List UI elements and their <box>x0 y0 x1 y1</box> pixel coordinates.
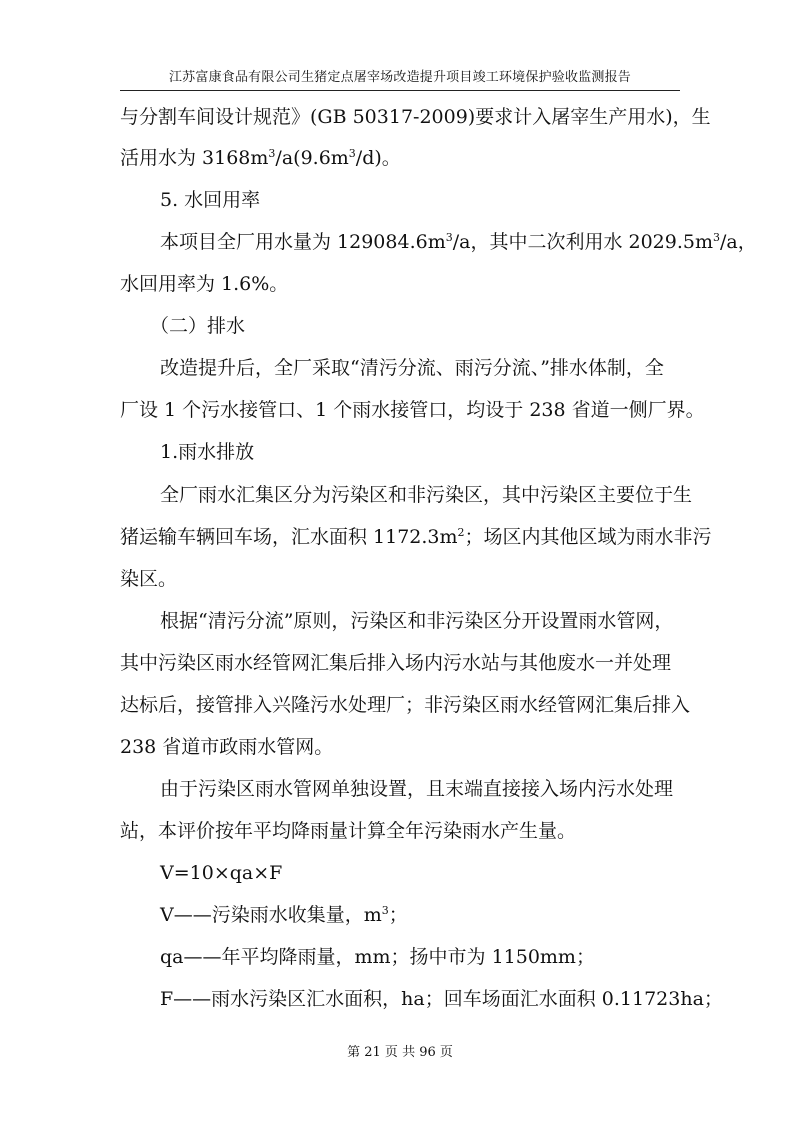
text-line: 全厂雨水汇集区分为污染区和非污染区，其中污染区主要位于生 <box>160 484 693 506</box>
formula-definition: qa——年平均降雨量，mm；扬中市为 1150mm； <box>160 946 595 968</box>
text-line: 站，本评价按年平均降雨量计算全年污染雨水产生量。 <box>120 820 577 842</box>
text-line: 本项目全厂用水量为 $129084.6m^3/a$，其中二次利用水 $2029.5m^3/a$， <box>160 231 757 253</box>
section-heading: 5. 水回用率 <box>160 189 261 211</box>
text-line: 与分割车间设计规范》(GB 50317-2009)要求计入屠宰生产用水)，生 <box>120 106 711 128</box>
text-line: 厂设 1 个污水接管口、1 个雨水接管口，均设于 238 省道一侧厂界。 <box>120 399 705 421</box>
text-line: 238 省道市政雨水管网。 <box>120 736 334 758</box>
text-line: 水回用率为 1.6%。 <box>120 273 289 295</box>
text-line: 改造提升后，全厂采取“清污分流、雨污分流、”排水体制，全 <box>160 357 664 379</box>
formula-definition: V——污染雨水收集量，$m^3$； <box>160 904 408 926</box>
text-line: 由于污染区雨水管网单独设置，且末端直接接入场内污水处理 <box>160 778 674 800</box>
text-line: 猪运输车辆回车场，汇水面积 $1172.3m^2$；场区内其他区域为雨水非污 <box>120 526 712 548</box>
page-number: 第 21 页 共 96 页 <box>347 1045 453 1060</box>
text-line: 活用水为 $3168m^3/a(9.6m^3/d)$。 <box>120 147 401 169</box>
header-title: 江苏富康食品有限公司生猪定点屠宰场改造提升项目竣工环境保护验收监测报告 <box>168 70 631 85</box>
section-heading: （二）排水 <box>150 315 246 337</box>
text-line: 其中污染区雨水经管网汇集后排入场内污水站与其他废水一并处理 <box>120 652 672 674</box>
header-divider <box>120 90 680 91</box>
formula-definition: F——雨水污染区汇水面积，ha；回车场面汇水面积 0.11723ha； <box>160 988 723 1010</box>
section-heading: 1.雨水排放 <box>160 441 255 463</box>
text-line: 染区。 <box>120 568 178 590</box>
text-line: 达标后，接管排入兴隆污水处理厂；非污染区雨水经管网汇集后排入 <box>120 694 691 716</box>
formula: V=10×qa×F <box>160 862 283 884</box>
text-line: 根据“清污分流”原则，污染区和非污染区分开设置雨水管网， <box>160 610 674 632</box>
